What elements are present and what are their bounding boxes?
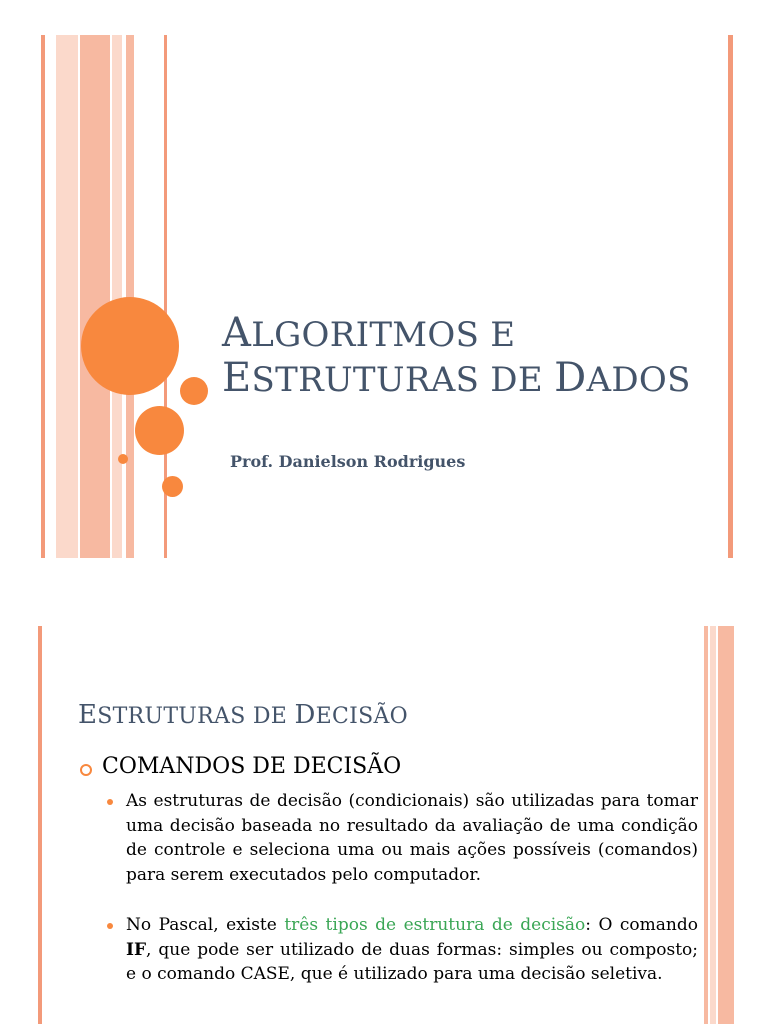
stripe: [112, 35, 122, 558]
stripe: [728, 35, 733, 558]
bullet-icon: [80, 764, 92, 776]
stripe: [80, 35, 110, 558]
paragraph: No Pascal, existe três tipos de estrutura de decisão: O comando IF, que pode ser utilizado de duas formas: simples ou composto; e o comando CASE, que é utilizado para uma decisão seletiva.: [126, 915, 698, 984]
decorative-circle: [180, 377, 208, 405]
stripe: [710, 626, 716, 1024]
decorative-circle: [162, 476, 183, 497]
bullet-icon: [107, 923, 113, 929]
stripe: [38, 626, 42, 1024]
stripe: [704, 626, 708, 1024]
bullet-icon: [107, 799, 113, 805]
slide-title: ESTRUTURAS DE DECISÃO: [78, 700, 409, 730]
slide-subtitle: Prof. Danielson Rodrigues: [230, 452, 466, 471]
stripe: [41, 35, 45, 558]
decorative-circle: [81, 297, 179, 395]
decorative-circle: [135, 406, 184, 455]
decorative-circle: [118, 454, 128, 464]
slide-title: ALGORITMOS E ESTRUTURAS DE DADOS: [222, 310, 691, 401]
stripe: [56, 35, 78, 558]
stripe: [718, 626, 734, 1024]
paragraph: As estruturas de decisão (condicionais) são utilizadas para tomar uma decisão baseada no resultado da avaliação de uma condição de controle e seleciona uma ou mais ações possíveis (comandos) para serem executados pelo computador.: [126, 791, 698, 885]
section-heading: COMANDOS DE DECISÃO: [102, 754, 402, 779]
highlighted-text: três tipos de estrutura de decisão: [284, 915, 586, 935]
